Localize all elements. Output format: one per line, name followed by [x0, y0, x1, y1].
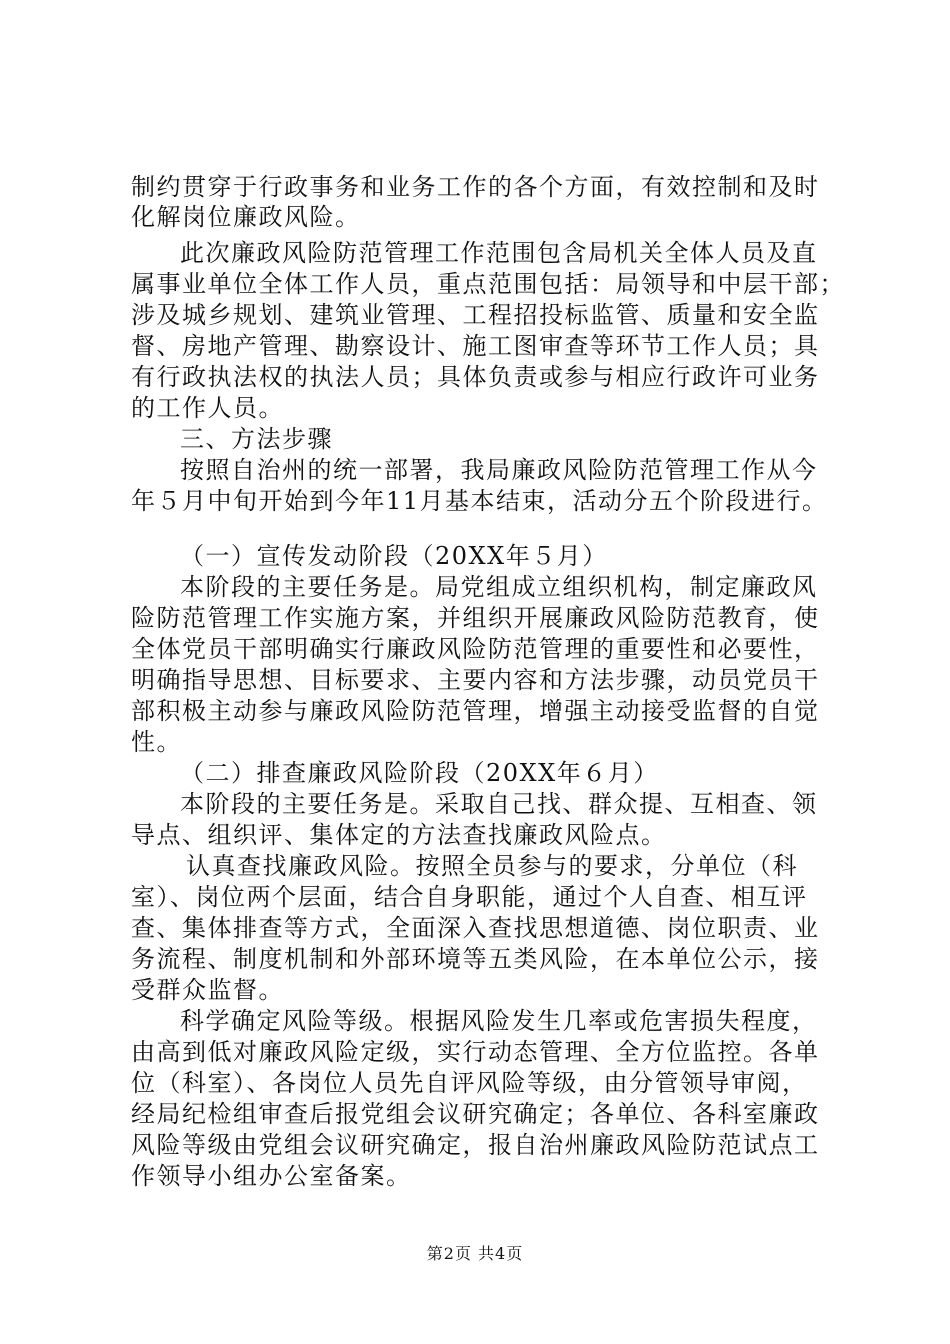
text-line: 明确指导思想、目标要求、主要内容和方法步骤，动员党员干 — [131, 666, 820, 694]
text-line: 化解岗位廉政风险。 — [131, 203, 361, 231]
section-heading: 三、方法步骤 — [180, 425, 333, 453]
text-line: 有行政执法权的执法人员；具体负责或参与相应行政许可业务 — [131, 363, 820, 391]
text-line: 制约贯穿于行政事务和业务工作的各个方面，有效控制和及时 — [131, 173, 820, 201]
text-line: 部积极主动参与廉政风险防范管理，增强主动接受监督的自觉 — [131, 697, 820, 725]
text-line: 认真查找廉政风险。按照全员参与的要求，分单位（科 — [186, 852, 798, 880]
text-line: 此次廉政风险防范管理工作范围包含局机关全体人员及直 — [180, 239, 818, 267]
text-line: 科学确定风险等级。根据风险发生几率或危害损失程度， — [180, 1007, 818, 1035]
text-line: 督、房地产管理、勘察设计、施工图审查等环节工作人员；具 — [131, 332, 820, 360]
text-line: 属事业单位全体工作人员，重点范围包括：局领导和中层干部； — [131, 270, 845, 298]
text-line: 由高到低对廉政风险定级，实行动态管理、全方位监控。各单 — [131, 1038, 820, 1066]
text-line: 风险等级由党组会议研究确定，报自治州廉政风险防范试点工 — [131, 1131, 820, 1159]
subsection-heading: （一）宣传发动阶段（20XX年５月） — [180, 542, 608, 570]
subsection-heading: （二）排查廉政风险阶段（20XX年６月） — [180, 759, 659, 787]
text-line: 务流程、制度机制和外部环境等五类风险，在本单位公示，接 — [131, 945, 820, 973]
text-line: 室）、岗位两个层面，结合自身职能，通过个人自查、相互评 — [131, 883, 808, 911]
text-line: 查、集体排查等方式，全面深入查找思想道德、岗位职责、业 — [131, 914, 820, 942]
text-line: 险防范管理工作实施方案，并组织开展廉政风险防范教育，使 — [131, 604, 820, 632]
text-line: 受群众监督。 — [131, 976, 284, 1004]
text-line: 性。 — [131, 728, 182, 756]
text-line: 按照自治州的统一部署，我局廉政风险防范管理工作从今 — [180, 456, 818, 484]
text-line: 涉及城乡规划、建筑业管理、工程招投标监管、质量和安全监 — [131, 301, 820, 329]
page-number-footer: 第2页 共4页 — [426, 1244, 524, 1263]
text-line: 位（科室）、各岗位人员先自评风险等级，由分管领导审阅， — [131, 1069, 808, 1097]
text-line: 本阶段的主要任务是。局党组成立组织机构，制定廉政风 — [180, 573, 818, 601]
text-line: 导点、组织评、集体定的方法查找廉政风险点。 — [131, 821, 667, 849]
text-line: 作领导小组办公室备案。 — [131, 1162, 412, 1190]
text-line: 经局纪检组审查后报党组会议研究确定；各单位、各科室廉政 — [131, 1100, 820, 1128]
text-line: 本阶段的主要任务是。采取自己找、群众提、互相查、领 — [180, 790, 818, 818]
text-line: 全体党员干部明确实行廉政风险防范管理的重要性和必要性， — [131, 635, 820, 663]
text-line: 的工作人员。 — [131, 394, 284, 422]
text-line: 年５月中旬开始到今年11月基本结束，活动分五个阶段进行。 — [131, 487, 828, 515]
